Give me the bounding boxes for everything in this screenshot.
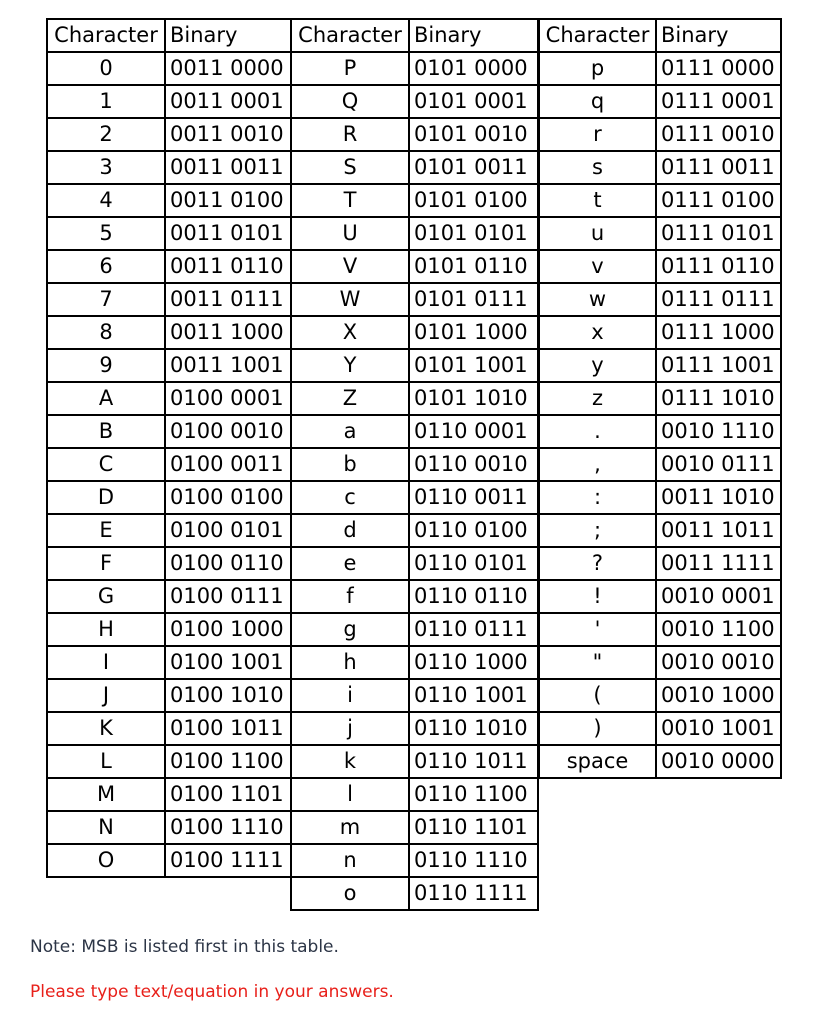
character-cell: x xyxy=(539,316,656,349)
binary-cell: 0100 1110 xyxy=(165,811,291,844)
binary-cell: 0100 1011 xyxy=(165,712,291,745)
table-row xyxy=(291,877,538,910)
ascii-table-3 xyxy=(538,18,782,779)
character-header: Character xyxy=(291,19,409,52)
binary-cell: 0110 0001 xyxy=(409,415,538,448)
character-cell: space xyxy=(539,745,656,778)
binary-cell: 0100 0110 xyxy=(165,547,291,580)
binary-cell: 0101 1010 xyxy=(409,382,538,415)
table-row xyxy=(47,349,291,382)
table-row xyxy=(47,514,291,547)
character-cell: p xyxy=(539,52,656,85)
binary-cell: 0011 0101 xyxy=(165,217,291,250)
table-row xyxy=(47,580,291,613)
binary-cell: 0110 1101 xyxy=(409,811,538,844)
character-cell: : xyxy=(539,481,656,514)
binary-cell: 0101 0010 xyxy=(409,118,538,151)
table-row xyxy=(539,613,781,646)
binary-cell: 0111 0001 xyxy=(656,85,781,118)
character-cell: S xyxy=(291,151,409,184)
table-row xyxy=(47,679,291,712)
character-cell: 9 xyxy=(47,349,165,382)
character-cell: c xyxy=(291,481,409,514)
binary-header: Binary xyxy=(656,19,781,52)
table-row xyxy=(539,151,781,184)
table-row xyxy=(291,217,538,250)
binary-cell: 0101 0000 xyxy=(409,52,538,85)
binary-cell: 0111 0101 xyxy=(656,217,781,250)
binary-cell: 0010 1000 xyxy=(656,679,781,712)
table-row xyxy=(47,52,291,85)
table-row xyxy=(539,250,781,283)
table-row xyxy=(539,646,781,679)
character-cell: Q xyxy=(291,85,409,118)
table-row xyxy=(539,745,781,778)
character-cell: ) xyxy=(539,712,656,745)
binary-header: Binary xyxy=(165,19,291,52)
character-cell: d xyxy=(291,514,409,547)
msb-note: Note: MSB is listed first in this table. xyxy=(30,937,339,957)
character-cell: J xyxy=(47,679,165,712)
table-row xyxy=(47,118,291,151)
table-row xyxy=(291,712,538,745)
character-cell: a xyxy=(291,415,409,448)
character-cell: r xyxy=(539,118,656,151)
table-row xyxy=(291,811,538,844)
binary-cell: 0010 1110 xyxy=(656,415,781,448)
table-row xyxy=(291,547,538,580)
binary-cell: 0111 1000 xyxy=(656,316,781,349)
binary-cell: 0110 0110 xyxy=(409,580,538,613)
table-row xyxy=(47,778,291,811)
binary-cell: 0111 1010 xyxy=(656,382,781,415)
table-row xyxy=(47,184,291,217)
binary-cell: 0100 0111 xyxy=(165,580,291,613)
character-cell: v xyxy=(539,250,656,283)
character-cell: ! xyxy=(539,580,656,613)
table-row xyxy=(539,349,781,382)
binary-cell: 0010 1100 xyxy=(656,613,781,646)
table-row xyxy=(47,844,291,877)
character-cell: ? xyxy=(539,547,656,580)
table-row xyxy=(291,85,538,118)
character-cell: O xyxy=(47,844,165,877)
binary-cell: 0110 0010 xyxy=(409,448,538,481)
binary-cell: 0110 0100 xyxy=(409,514,538,547)
character-header: Character xyxy=(539,19,656,52)
binary-cell: 0101 0101 xyxy=(409,217,538,250)
character-cell: V xyxy=(291,250,409,283)
binary-cell: 0011 1001 xyxy=(165,349,291,382)
table-row xyxy=(291,118,538,151)
character-cell: i xyxy=(291,679,409,712)
table-row xyxy=(291,646,538,679)
table-row xyxy=(539,316,781,349)
table-row xyxy=(291,844,538,877)
table-row xyxy=(47,547,291,580)
table-row xyxy=(291,250,538,283)
table-row xyxy=(291,184,538,217)
binary-cell: 0111 0100 xyxy=(656,184,781,217)
binary-cell: 0110 1111 xyxy=(409,877,538,910)
table-row xyxy=(539,448,781,481)
character-header: Character xyxy=(47,19,165,52)
table-row xyxy=(47,85,291,118)
character-cell: . xyxy=(539,415,656,448)
character-cell: ; xyxy=(539,514,656,547)
binary-cell: 0010 0010 xyxy=(656,646,781,679)
character-cell: T xyxy=(291,184,409,217)
table-row xyxy=(47,481,291,514)
character-cell: D xyxy=(47,481,165,514)
binary-cell: 0011 1010 xyxy=(656,481,781,514)
binary-cell: 0011 0011 xyxy=(165,151,291,184)
table-row xyxy=(291,745,538,778)
table-row xyxy=(539,118,781,151)
character-cell: Z xyxy=(291,382,409,415)
binary-cell: 0110 1010 xyxy=(409,712,538,745)
table-row xyxy=(539,580,781,613)
table-header-row xyxy=(47,19,291,52)
table-row xyxy=(539,85,781,118)
binary-cell: 0011 1000 xyxy=(165,316,291,349)
character-cell: A xyxy=(47,382,165,415)
binary-cell: 0101 0110 xyxy=(409,250,538,283)
character-cell: z xyxy=(539,382,656,415)
binary-cell: 0100 0100 xyxy=(165,481,291,514)
table-row xyxy=(47,283,291,316)
table-row xyxy=(47,745,291,778)
table-row xyxy=(291,316,538,349)
binary-cell: 0011 0010 xyxy=(165,118,291,151)
character-cell: m xyxy=(291,811,409,844)
binary-cell: 0110 1000 xyxy=(409,646,538,679)
table-row xyxy=(539,184,781,217)
binary-cell: 0110 0111 xyxy=(409,613,538,646)
binary-cell: 0100 1010 xyxy=(165,679,291,712)
table-row xyxy=(291,349,538,382)
binary-cell: 0101 1001 xyxy=(409,349,538,382)
binary-cell: 0010 0000 xyxy=(656,745,781,778)
binary-cell: 0110 1001 xyxy=(409,679,538,712)
table-row xyxy=(539,217,781,250)
character-cell: " xyxy=(539,646,656,679)
binary-cell: 0110 0011 xyxy=(409,481,538,514)
character-cell: 8 xyxy=(47,316,165,349)
binary-cell: 0100 1100 xyxy=(165,745,291,778)
binary-cell: 0111 0011 xyxy=(656,151,781,184)
character-cell: K xyxy=(47,712,165,745)
binary-cell: 0100 1111 xyxy=(165,844,291,877)
binary-cell: 0101 0111 xyxy=(409,283,538,316)
character-cell: l xyxy=(291,778,409,811)
table-header-row xyxy=(539,19,781,52)
table-row xyxy=(47,217,291,250)
binary-cell: 0011 1111 xyxy=(656,547,781,580)
character-cell: h xyxy=(291,646,409,679)
table-row xyxy=(539,712,781,745)
binary-cell: 0011 0001 xyxy=(165,85,291,118)
table-row xyxy=(47,151,291,184)
character-cell: u xyxy=(539,217,656,250)
binary-cell: 0101 1000 xyxy=(409,316,538,349)
binary-cell: 0110 1011 xyxy=(409,745,538,778)
character-cell: B xyxy=(47,415,165,448)
binary-cell: 0010 0111 xyxy=(656,448,781,481)
binary-cell: 0110 1110 xyxy=(409,844,538,877)
character-cell: F xyxy=(47,547,165,580)
table-row xyxy=(47,811,291,844)
table-row xyxy=(539,481,781,514)
table-row xyxy=(291,613,538,646)
binary-cell: 0011 0000 xyxy=(165,52,291,85)
table-row xyxy=(47,250,291,283)
character-cell: s xyxy=(539,151,656,184)
binary-cell: 0111 0111 xyxy=(656,283,781,316)
binary-cell: 0111 0000 xyxy=(656,52,781,85)
character-cell: 0 xyxy=(47,52,165,85)
table-row xyxy=(47,448,291,481)
binary-cell: 0110 1100 xyxy=(409,778,538,811)
binary-cell: 0011 0110 xyxy=(165,250,291,283)
character-cell: e xyxy=(291,547,409,580)
binary-cell: 0010 0001 xyxy=(656,580,781,613)
character-cell: I xyxy=(47,646,165,679)
character-cell: R xyxy=(291,118,409,151)
table-row xyxy=(539,514,781,547)
character-cell: t xyxy=(539,184,656,217)
table-row xyxy=(47,646,291,679)
binary-header: Binary xyxy=(409,19,538,52)
binary-cell: 0100 1001 xyxy=(165,646,291,679)
table-row xyxy=(47,613,291,646)
binary-cell: 0010 1001 xyxy=(656,712,781,745)
character-cell: E xyxy=(47,514,165,547)
character-cell: X xyxy=(291,316,409,349)
table-row xyxy=(291,415,538,448)
table-row xyxy=(539,547,781,580)
ascii-table-2 xyxy=(290,18,539,911)
table-row xyxy=(291,580,538,613)
table-row xyxy=(291,679,538,712)
binary-cell: 0111 1001 xyxy=(656,349,781,382)
binary-cell: 0101 0011 xyxy=(409,151,538,184)
character-cell: C xyxy=(47,448,165,481)
table-row xyxy=(291,778,538,811)
table-row xyxy=(47,415,291,448)
character-cell: 1 xyxy=(47,85,165,118)
character-cell: M xyxy=(47,778,165,811)
character-cell: P xyxy=(291,52,409,85)
character-cell: o xyxy=(291,877,409,910)
character-cell: 6 xyxy=(47,250,165,283)
binary-cell: 0100 1000 xyxy=(165,613,291,646)
table-row xyxy=(539,415,781,448)
character-cell: ( xyxy=(539,679,656,712)
table-row xyxy=(291,283,538,316)
character-cell: ' xyxy=(539,613,656,646)
table-header-row xyxy=(291,19,538,52)
table-row xyxy=(539,679,781,712)
table-row xyxy=(291,481,538,514)
binary-cell: 0100 0101 xyxy=(165,514,291,547)
character-cell: 5 xyxy=(47,217,165,250)
table-row xyxy=(47,712,291,745)
table-row xyxy=(539,283,781,316)
binary-cell: 0100 0001 xyxy=(165,382,291,415)
character-cell: 7 xyxy=(47,283,165,316)
character-cell: N xyxy=(47,811,165,844)
character-cell: g xyxy=(291,613,409,646)
character-cell: L xyxy=(47,745,165,778)
table-row xyxy=(291,151,538,184)
binary-cell: 0100 0011 xyxy=(165,448,291,481)
table-row xyxy=(539,382,781,415)
binary-cell: 0101 0001 xyxy=(409,85,538,118)
character-cell: , xyxy=(539,448,656,481)
binary-cell: 0110 0101 xyxy=(409,547,538,580)
binary-cell: 0011 0100 xyxy=(165,184,291,217)
binary-cell: 0100 0010 xyxy=(165,415,291,448)
table-row xyxy=(291,382,538,415)
character-cell: k xyxy=(291,745,409,778)
character-cell: j xyxy=(291,712,409,745)
character-cell: f xyxy=(291,580,409,613)
binary-cell: 0101 0100 xyxy=(409,184,538,217)
character-cell: 2 xyxy=(47,118,165,151)
character-cell: 4 xyxy=(47,184,165,217)
table-row xyxy=(47,316,291,349)
character-cell: H xyxy=(47,613,165,646)
binary-cell: 0100 1101 xyxy=(165,778,291,811)
character-cell: b xyxy=(291,448,409,481)
character-cell: y xyxy=(539,349,656,382)
character-cell: U xyxy=(291,217,409,250)
table-row xyxy=(539,52,781,85)
character-cell: 3 xyxy=(47,151,165,184)
character-cell: Y xyxy=(291,349,409,382)
binary-cell: 0111 0010 xyxy=(656,118,781,151)
binary-cell: 0011 0111 xyxy=(165,283,291,316)
table-row xyxy=(291,448,538,481)
character-cell: G xyxy=(47,580,165,613)
binary-cell: 0111 0110 xyxy=(656,250,781,283)
character-cell: w xyxy=(539,283,656,316)
character-cell: n xyxy=(291,844,409,877)
binary-cell: 0011 1011 xyxy=(656,514,781,547)
answer-instruction: Please type text/equation in your answers. xyxy=(30,982,394,1002)
table-row xyxy=(47,382,291,415)
character-cell: W xyxy=(291,283,409,316)
table-row xyxy=(291,52,538,85)
ascii-table-1 xyxy=(46,18,292,878)
table-row xyxy=(291,514,538,547)
character-cell: q xyxy=(539,85,656,118)
